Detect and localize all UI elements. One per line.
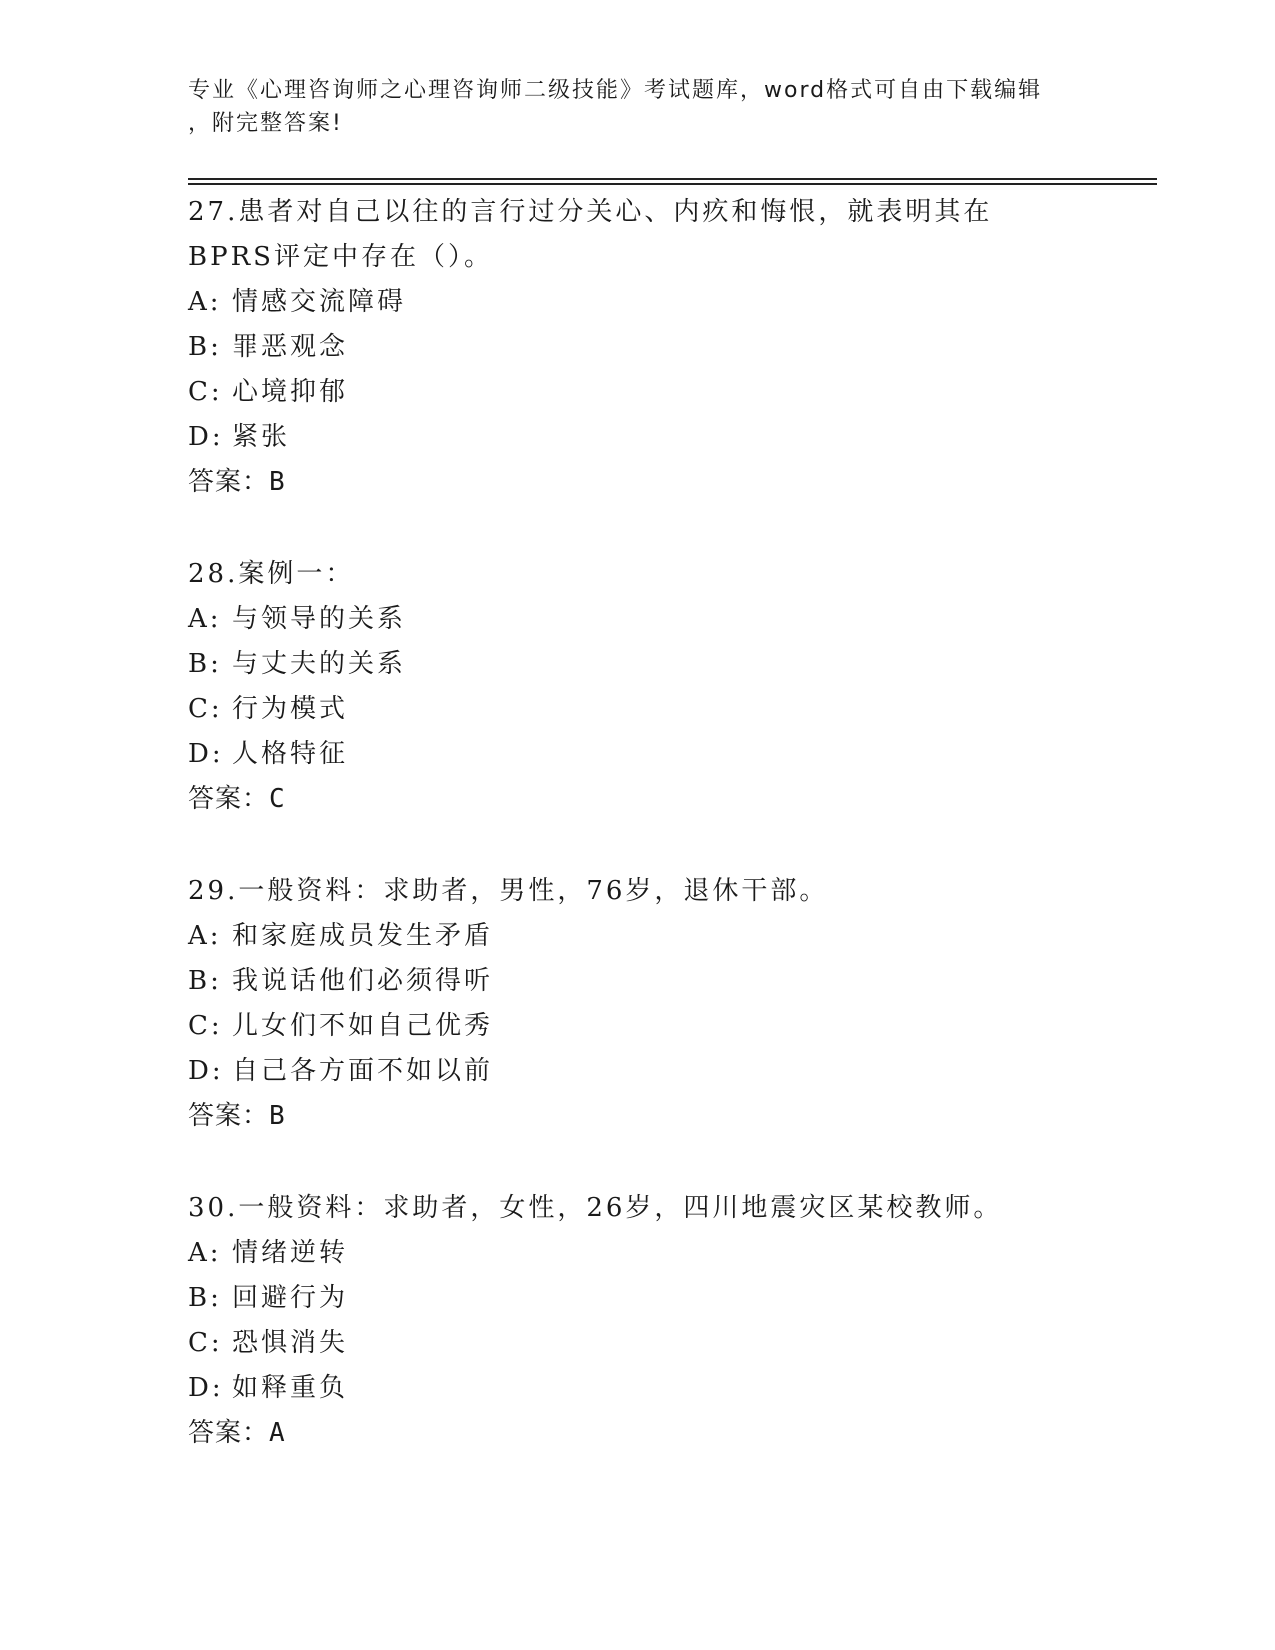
document-header bbox=[188, 74, 1068, 140]
option-key: B: bbox=[188, 966, 222, 996]
option-text: 儿女们不如自己优秀 bbox=[232, 1011, 494, 1041]
option-text: 与丈夫的关系 bbox=[232, 649, 407, 679]
question-27 bbox=[188, 190, 1088, 505]
option-key: C: bbox=[188, 694, 223, 724]
answer-line: 答案：B bbox=[188, 1101, 286, 1131]
option-key: C: bbox=[188, 377, 223, 407]
option-d bbox=[188, 1049, 1088, 1094]
option-key: D: bbox=[188, 422, 224, 452]
option-key: B: bbox=[188, 649, 222, 679]
option-key: B: bbox=[188, 1283, 222, 1313]
question-spacer bbox=[188, 822, 1088, 869]
option-key: D: bbox=[188, 1373, 224, 1403]
option-text: 我说话他们必须得听 bbox=[232, 966, 494, 996]
question-28 bbox=[188, 552, 1088, 822]
option-c bbox=[188, 1321, 1088, 1366]
option-a bbox=[188, 597, 1088, 642]
option-text: 自己各方面不如以前 bbox=[232, 1056, 494, 1086]
question-spacer bbox=[188, 505, 1088, 552]
option-key: D: bbox=[188, 739, 224, 769]
option-text: 罪恶观念 bbox=[232, 332, 349, 362]
question-stem: 30.一般资料：求助者，女性，26岁，四川地震灾区某校教师。 bbox=[188, 1193, 1003, 1223]
question-29 bbox=[188, 869, 1088, 1139]
option-text: 心境抑郁 bbox=[232, 377, 349, 407]
option-key: A: bbox=[188, 1238, 222, 1268]
option-text: 情感交流障碍 bbox=[232, 287, 407, 317]
option-key: C: bbox=[188, 1328, 223, 1358]
option-text: 如释重负 bbox=[232, 1373, 349, 1403]
option-c bbox=[188, 370, 1088, 415]
option-c bbox=[188, 1004, 1088, 1049]
question-stem: 29.一般资料：求助者，男性，76岁，退休干部。 bbox=[188, 876, 829, 906]
header-divider-bottom bbox=[188, 183, 1157, 185]
answer-line: 答案：C bbox=[188, 784, 286, 814]
option-text: 行为模式 bbox=[232, 694, 349, 724]
option-text: 和家庭成员发生矛盾 bbox=[232, 921, 494, 951]
option-d bbox=[188, 1366, 1088, 1411]
option-a bbox=[188, 914, 1088, 959]
option-key: A: bbox=[188, 921, 222, 951]
option-text: 回避行为 bbox=[232, 1283, 349, 1313]
option-a bbox=[188, 280, 1088, 325]
option-text: 人格特征 bbox=[232, 739, 349, 769]
question-stem: 28.案例一： bbox=[188, 559, 355, 589]
question-list bbox=[188, 190, 1088, 1456]
option-a bbox=[188, 1231, 1088, 1276]
question-spacer bbox=[188, 1139, 1088, 1186]
option-b bbox=[188, 642, 1088, 687]
option-key: A: bbox=[188, 604, 222, 634]
option-text: 情绪逆转 bbox=[232, 1238, 349, 1268]
question-stem: 27.患者对自己以往的言行过分关心、内疚和悔恨，就表明其在BPRS评定中存在（）。 bbox=[188, 197, 993, 272]
option-key: C: bbox=[188, 1011, 223, 1041]
option-b bbox=[188, 325, 1088, 370]
option-key: A: bbox=[188, 287, 222, 317]
option-b bbox=[188, 959, 1088, 1004]
answer-line: 答案：A bbox=[188, 1418, 286, 1448]
option-d bbox=[188, 732, 1088, 777]
option-text: 恐惧消失 bbox=[232, 1328, 349, 1358]
option-text: 与领导的关系 bbox=[232, 604, 407, 634]
header-divider-top bbox=[188, 178, 1157, 180]
header-line-2: ，附完整答案! bbox=[188, 111, 343, 136]
question-30 bbox=[188, 1186, 1088, 1456]
option-key: D: bbox=[188, 1056, 224, 1086]
option-key: B: bbox=[188, 332, 222, 362]
header-line-1: 专业《心理咨询师之心理咨询师二级技能》考试题库，word格式可自由下载编辑 bbox=[188, 78, 1043, 103]
option-b bbox=[188, 1276, 1088, 1321]
option-c bbox=[188, 687, 1088, 732]
option-text: 紧张 bbox=[232, 422, 291, 452]
answer-line: 答案：B bbox=[188, 467, 286, 497]
option-d bbox=[188, 415, 1088, 460]
